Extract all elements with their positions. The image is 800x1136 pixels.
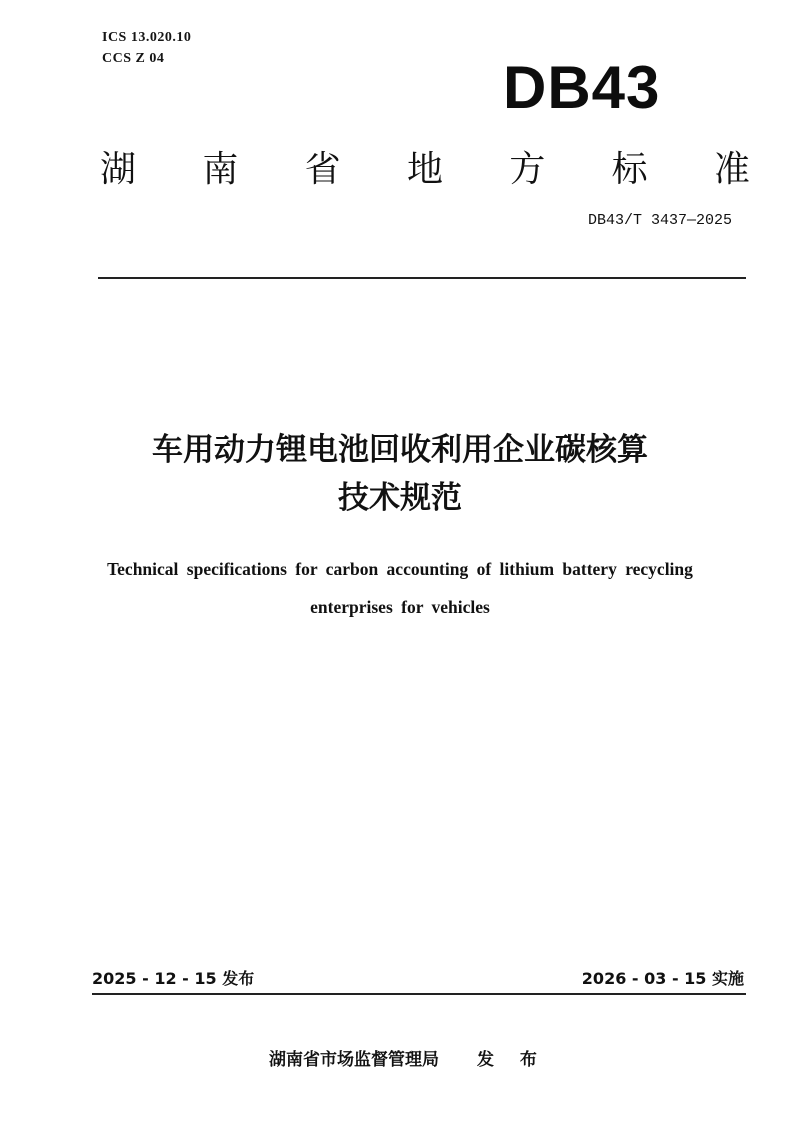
standard-type-char: 准 bbox=[713, 148, 750, 190]
issuer-name: 湖南省市场监督管理局 bbox=[269, 1050, 439, 1070]
header-divider bbox=[98, 277, 746, 279]
chinese-title-line-2: 技术规范 bbox=[338, 480, 462, 516]
issuer-action: 发 布 bbox=[477, 1050, 547, 1070]
standard-number: DB43/T 3437—2025 bbox=[587, 212, 732, 229]
standard-type-heading bbox=[100, 136, 750, 196]
implementation-date: 2026 - 03 - 15 实施 bbox=[581, 969, 744, 988]
ccs-code: CCS Z 04 bbox=[102, 51, 165, 66]
standard-type-char: 地 bbox=[406, 148, 443, 190]
db43-logo-text: DB43 bbox=[503, 54, 661, 121]
footer-divider bbox=[92, 993, 746, 995]
publish-date: 2025 - 12 - 15 发布 bbox=[92, 969, 255, 988]
english-title bbox=[60, 550, 740, 626]
chinese-title bbox=[60, 426, 740, 522]
ics-code: ICS 13.020.10 bbox=[102, 30, 192, 45]
english-title-line-1: Technical specifications for carbon accounting of lithium battery recycling bbox=[107, 559, 693, 579]
db43-logo bbox=[503, 56, 693, 120]
english-title-line-2: enterprises for vehicles bbox=[310, 597, 490, 617]
standard-type-char: 标 bbox=[611, 148, 648, 190]
issuing-authority bbox=[269, 1045, 547, 1070]
standard-type-char: 湖 bbox=[100, 148, 137, 190]
standard-type-char: 方 bbox=[509, 148, 546, 190]
chinese-title-line-1: 车用动力锂电池回收利用企业碳核算 bbox=[152, 432, 648, 468]
standard-type-char: 省 bbox=[304, 148, 341, 190]
standard-type-char: 南 bbox=[202, 148, 239, 190]
